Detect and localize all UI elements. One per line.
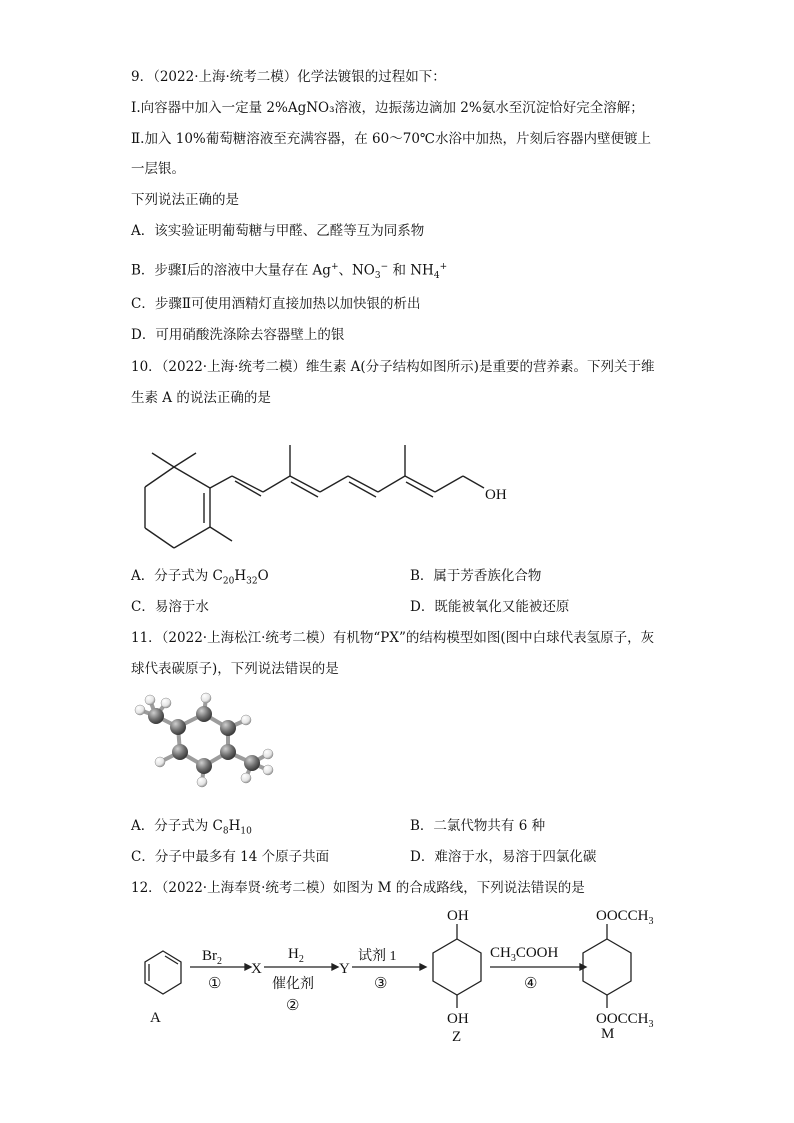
compound-x-label: X — [251, 961, 262, 977]
oxygen-symbol: O — [257, 568, 269, 584]
q10-option-a-text: A．分子式为 C — [131, 568, 223, 584]
m-synthesis-route — [120, 902, 680, 1050]
q11-option-a — [131, 817, 252, 841]
reagent-h2: $H_2$ — [288, 946, 304, 965]
compound-z-label: Z — [452, 1029, 462, 1045]
hydrogen-symbol: H — [234, 568, 247, 584]
q11-option-c: C．分子中最多有 14 个原子共面 — [131, 849, 330, 865]
plus-superscript: + — [330, 262, 339, 272]
m-bottom-ester: $OOCCH_3$ — [596, 1011, 654, 1030]
z-top-oh: OH — [447, 908, 469, 924]
compound-y-label: Y — [339, 961, 350, 977]
reagent-acetic-acid: $CH_3COOH$ — [490, 945, 559, 964]
q9-stem: 9．（2022·上海·统考二模）化学法镀银的过程如下： — [131, 69, 446, 85]
q10-option-a — [131, 567, 269, 591]
px-ball-stick-model — [128, 690, 278, 790]
q10-option-d: D．既能被氧化又能被还原 — [410, 599, 570, 615]
catalyst-label: 催化剂 — [272, 977, 314, 992]
z-bottom-oh: OH — [447, 1011, 469, 1027]
q10-stem-line2: 生素 A 的说法正确的是 — [131, 390, 271, 406]
q11-stem-line1: 11．（2022·上海松江·统考二模）有机物“PX”的结构模型如图(图中白球代表氢原子，灰 — [131, 630, 655, 646]
hydrogen-symbol: H — [228, 818, 241, 834]
compound-m-label: M — [601, 1026, 615, 1042]
carbon-count-subscript: 20 — [222, 576, 235, 587]
vitamin-a-structure — [130, 440, 530, 555]
q12-stem: 12．（2022·上海奉贤·统考二模）如图为 M 的合成路线，下列说法错误的是 — [131, 880, 585, 896]
q10-option-b: B．属于芳香族化合物 — [410, 568, 542, 584]
plus-superscript: + — [439, 262, 448, 272]
step-2-label: ② — [286, 998, 300, 1014]
step-3-label: ③ — [374, 976, 388, 992]
step-4-label: ④ — [524, 976, 538, 992]
q9-step1: Ⅰ.向容器中加入一定量 2%AgNO₃溶液，边振荡边滴加 2%氨水至沉淀恰好完全溶解； — [131, 100, 644, 116]
hydrogen-count-subscript: 10 — [240, 826, 252, 837]
q9-option-b-nitrate: 、NO — [338, 262, 375, 279]
reagent-1-label: 试剂 1 — [358, 949, 397, 964]
q9-option-b-text: B．步骤Ⅰ后的溶液中大量存在 Ag — [131, 262, 331, 279]
compound-a-label: A — [150, 1010, 161, 1026]
q11-option-b: B．二氯代物共有 6 种 — [410, 818, 546, 834]
q9-option-c: C．步骤Ⅱ可使用酒精灯直接加热以加快银的析出 — [131, 296, 421, 312]
step-1-label: ① — [208, 976, 222, 992]
q9-option-d: D．可用硝酸洗涤除去容器壁上的银 — [131, 327, 345, 343]
reagent-br2: $Br_2$ — [202, 948, 222, 967]
q9-step2b: 一层银。 — [131, 161, 185, 177]
q11-option-d: D．难溶于水，易溶于四氯化碳 — [410, 849, 597, 865]
q9-step2a: Ⅱ.加入 10%葡萄糖溶液至充满容器，在 60～70℃水浴中加热，片刻后容器内壁便镀上 — [131, 131, 652, 147]
q9-ask: 下列说法正确的是 — [131, 192, 239, 208]
q11-option-a-text: A．分子式为 C — [131, 818, 223, 834]
vitamin-a-oh-label: OH — [485, 487, 507, 503]
m-top-ester: $OOCCH_3$ — [596, 908, 654, 927]
minus-superscript: − — [380, 262, 389, 272]
q10-stem-line1: 10．（2022·上海·统考二模）维生素 A(分子结构如图所示)是重要的营养素。下列关于维 — [131, 359, 655, 375]
q9-option-a: A．该实验证明葡萄糖与甲醛、乙醛等互为同系物 — [131, 223, 425, 239]
q9-option-b — [131, 258, 447, 285]
carbon-count-subscript: 8 — [222, 826, 229, 837]
hydrogen-count-subscript: 32 — [246, 576, 258, 587]
q11-stem-line2: 球代表碳原子)，下列说法错误的是 — [131, 661, 339, 677]
q9-option-b-ammonium: 和 NH — [392, 262, 434, 279]
q10-option-c: C．易溶于水 — [131, 599, 209, 615]
nitrate-subscript: 3 — [374, 271, 381, 282]
ammonium-subscript: 4 — [433, 271, 440, 282]
